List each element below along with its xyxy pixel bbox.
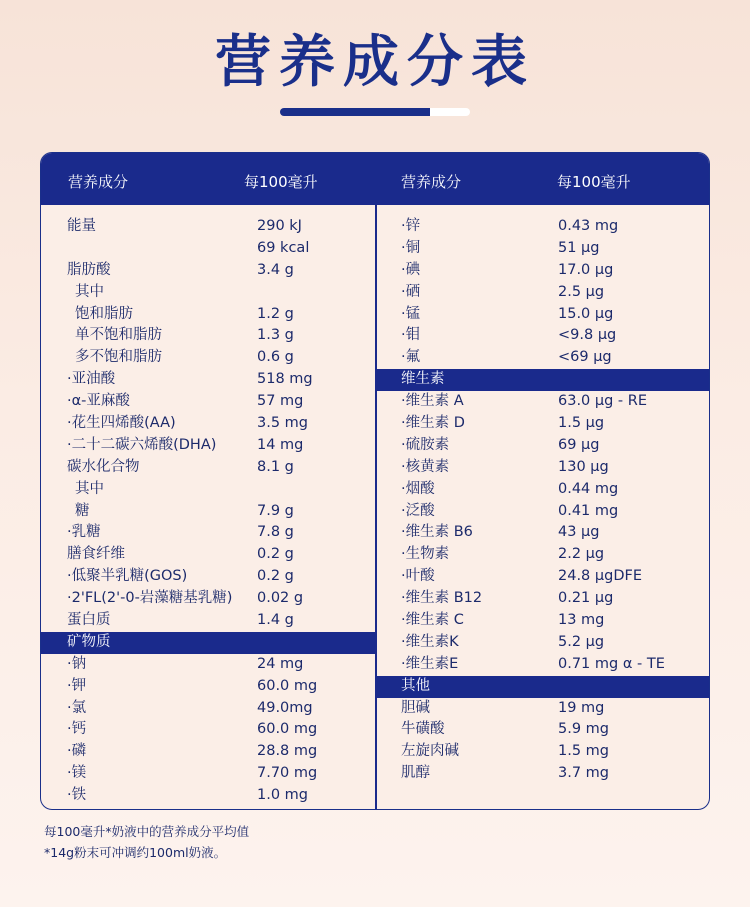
nutrient-name: ·维生素 A: [401, 393, 464, 410]
nutrient-value: 1.2 g: [257, 305, 294, 322]
table-row: [41, 369, 375, 391]
table-row: [41, 501, 375, 523]
nutrient-value: 69 μg: [558, 436, 600, 453]
nutrient-name: ·锌: [401, 218, 421, 234]
nutrient-value: 0.41 mg: [558, 502, 619, 519]
nutrient-name: ·维生素E: [401, 655, 459, 672]
table-row: [41, 391, 375, 413]
nutrient-value: 13 mg: [558, 612, 605, 629]
nutrient-value: 5.9 mg: [558, 721, 609, 738]
nutrient-value: 518 mg: [257, 371, 313, 388]
nutrient-value: 7.9 g: [257, 502, 294, 519]
nutrient-value: 17.0 μg: [558, 261, 614, 278]
nutrient-name: ·维生素 B12: [401, 590, 483, 607]
nutrient-name: ·钾: [67, 677, 87, 694]
nutrition-table: [40, 152, 710, 810]
nutrient-name: ·α-亚麻酸: [67, 393, 130, 410]
nutrient-value: 0.2 g: [257, 546, 294, 563]
table-row: [377, 304, 710, 326]
table-row: [41, 347, 375, 369]
nutrient-name: ·碘: [401, 261, 421, 278]
nutrient-name: 左旋肉碱: [401, 743, 459, 760]
nutrient-name: ·亚油酸: [67, 371, 116, 388]
nutrient-value: 0.71 mg α - TE: [558, 655, 665, 672]
nutrient-value: 0.6 g: [257, 349, 294, 366]
table-row: [377, 763, 710, 785]
table-header: [41, 153, 709, 205]
table-row: [377, 325, 710, 347]
nutrient-value: 69 kcal: [257, 239, 310, 256]
nutrient-value: 2.2 μg: [558, 546, 605, 563]
nutrient-value: 0.43 mg: [558, 218, 619, 234]
table-row: [377, 719, 710, 741]
nutrient-name: 矿物质: [67, 633, 111, 650]
section-header: [377, 676, 710, 698]
nutrient-name: 其中: [75, 480, 104, 497]
table-row: [41, 260, 375, 282]
nutrient-value: 51 μg: [558, 239, 600, 256]
nutrient-value: <69 μg: [558, 349, 612, 366]
right-column: [377, 216, 710, 785]
nutrient-name: ·氟: [401, 349, 421, 366]
table-row: [377, 654, 710, 676]
nutrient-name: ·低聚半乳糖(GOS): [67, 568, 188, 585]
table-row: [41, 763, 375, 785]
nutrient-name: 能量: [67, 218, 96, 234]
nutrient-name: ·镁: [67, 765, 87, 782]
table-row: [377, 391, 710, 413]
table-row: [377, 435, 710, 457]
table-row: [377, 238, 710, 260]
nutrient-value: 0.02 g: [257, 590, 304, 607]
nutrient-name: ·泛酸: [401, 502, 435, 519]
nutrient-name: ·叶酸: [401, 568, 435, 585]
nutrient-value: 0.2 g: [257, 568, 294, 585]
nutrient-value: 0.21 μg: [558, 590, 614, 607]
table-row: [41, 435, 375, 457]
table-row: [377, 588, 710, 610]
nutrient-name: ·钙: [67, 721, 87, 738]
nutrient-value: 43 μg: [558, 524, 600, 541]
table-row: [377, 457, 710, 479]
nutrient-name: 多不饱和脂肪: [75, 349, 162, 366]
nutrient-name: 其中: [75, 283, 104, 300]
table-row: [41, 654, 375, 676]
nutrient-value: 60.0 mg: [257, 721, 318, 738]
nutrient-name: ·二十二碳六烯酸(DHA): [67, 436, 217, 453]
nutrient-name: ·铁: [67, 787, 87, 804]
table-row: [41, 522, 375, 544]
table-row: [41, 282, 375, 304]
nutrient-value: 2.5 μg: [558, 283, 605, 300]
nutrient-value: 3.7 mg: [558, 765, 609, 782]
nutrient-name: 饱和脂肪: [75, 305, 133, 322]
nutrient-value: 7.70 mg: [257, 765, 318, 782]
nutrient-value: 1.0 mg: [257, 787, 308, 804]
table-row: [377, 632, 710, 654]
nutrient-name: ·乳糖: [67, 524, 101, 541]
nutrient-name: 蛋白质: [67, 612, 111, 629]
nutrient-value: 24.8 μgDFE: [558, 568, 642, 585]
nutrient-value: 19 mg: [558, 699, 605, 716]
table-row: [41, 676, 375, 698]
table-row: [41, 741, 375, 763]
nutrient-name: ·磷: [67, 743, 87, 760]
nutrient-value: 8.1 g: [257, 458, 294, 475]
header-left-unit: 每100毫升: [244, 173, 318, 191]
left-column: [41, 216, 375, 807]
nutrient-value: 5.2 μg: [558, 633, 605, 650]
table-row: [41, 325, 375, 347]
nutrient-value: 49.0mg: [257, 699, 313, 716]
nutrient-name: 糖: [75, 502, 90, 519]
nutrient-value: 7.8 g: [257, 524, 294, 541]
nutrient-name: ·2'FL(2'-0-岩藻糖基乳糖): [67, 590, 233, 607]
table-row: [377, 413, 710, 435]
nutrient-name: ·生物素: [401, 546, 450, 563]
table-row: [377, 479, 710, 501]
table-row: [377, 566, 710, 588]
nutrient-name: 其他: [401, 677, 430, 694]
header-left-name: 营养成分: [68, 173, 129, 191]
table-row: [41, 785, 375, 807]
page-title: 营养成分表: [215, 29, 535, 95]
footnote-1: 每100毫升*奶液中的营养成分平均值: [44, 824, 250, 839]
nutrient-name: ·硫胺素: [401, 436, 450, 453]
table-row: [377, 522, 710, 544]
table-row: [377, 698, 710, 720]
header-right-name: 营养成分: [401, 173, 462, 191]
nutrient-name: ·硒: [401, 283, 421, 300]
table-row: [41, 413, 375, 435]
nutrient-value: 0.44 mg: [558, 480, 619, 497]
nutrient-value: 3.4 g: [257, 261, 294, 278]
nutrient-name: 胆碱: [401, 699, 430, 716]
nutrient-value: 14 mg: [257, 436, 304, 453]
nutrient-value: 57 mg: [257, 393, 304, 410]
nutrient-name: ·烟酸: [401, 480, 435, 497]
nutrient-name: 碳水化合物: [67, 458, 140, 475]
nutrient-name: 维生素: [401, 371, 445, 388]
table-row: [377, 741, 710, 763]
table-row: [377, 501, 710, 523]
table-row: [377, 216, 710, 238]
table-row: [41, 588, 375, 610]
nutrient-name: ·维生素 C: [401, 612, 464, 629]
nutrient-value: 1.5 μg: [558, 415, 605, 432]
nutrient-name: ·维生素 B6: [401, 524, 473, 541]
nutrient-name: 牛磺酸: [401, 721, 445, 738]
table-row: [41, 304, 375, 326]
header-right-unit: 每100毫升: [557, 173, 631, 191]
nutrient-name: ·核黄素: [401, 458, 450, 475]
nutrient-name: ·维生素K: [401, 633, 459, 650]
table-row: [377, 260, 710, 282]
nutrient-value: 60.0 mg: [257, 677, 318, 694]
table-row: [41, 719, 375, 741]
nutrient-name: ·钠: [67, 655, 87, 672]
table-row: [41, 216, 375, 238]
table-row: [41, 544, 375, 566]
nutrient-value: 1.5 mg: [558, 743, 609, 760]
nutrient-value: 1.4 g: [257, 612, 294, 629]
nutrient-value: 290 kJ: [257, 218, 302, 234]
nutrient-value: 28.8 mg: [257, 743, 318, 760]
section-header: [377, 369, 710, 391]
table-row: [377, 347, 710, 369]
nutrient-value: 1.3 g: [257, 327, 294, 344]
nutrient-value: 3.5 mg: [257, 415, 308, 432]
nutrient-name: ·花生四烯酸(AA): [67, 415, 176, 432]
table-row: [41, 457, 375, 479]
nutrient-name: ·铜: [401, 239, 421, 256]
table-row: [41, 566, 375, 588]
nutrient-name: ·锰: [401, 305, 421, 322]
nutrient-name: 膳食纤维: [67, 546, 125, 563]
nutrient-name: ·维生素 D: [401, 415, 465, 432]
table-row: [41, 479, 375, 501]
table-row: [41, 610, 375, 632]
table-row: [41, 698, 375, 720]
footnote-2: *14g粉末可冲调约100ml奶液。: [44, 845, 227, 860]
nutrient-value: <9.8 μg: [558, 327, 617, 344]
nutrient-name: 肌醇: [401, 765, 430, 782]
nutrient-value: 63.0 μg - RE: [558, 393, 648, 410]
section-header: [41, 632, 375, 654]
title-underline: [280, 108, 470, 116]
nutrient-name: ·氯: [67, 699, 87, 716]
table-row: [377, 610, 710, 632]
nutrient-name: 脂肪酸: [67, 261, 111, 278]
table-row: [377, 544, 710, 566]
nutrient-value: 15.0 μg: [558, 305, 614, 322]
nutrient-value: 24 mg: [257, 655, 304, 672]
table-row: [41, 238, 375, 260]
nutrient-value: 130 μg: [558, 458, 609, 475]
nutrient-name: ·钼: [401, 327, 421, 344]
table-row: [377, 282, 710, 304]
nutrient-name: 单不饱和脂肪: [75, 327, 162, 344]
